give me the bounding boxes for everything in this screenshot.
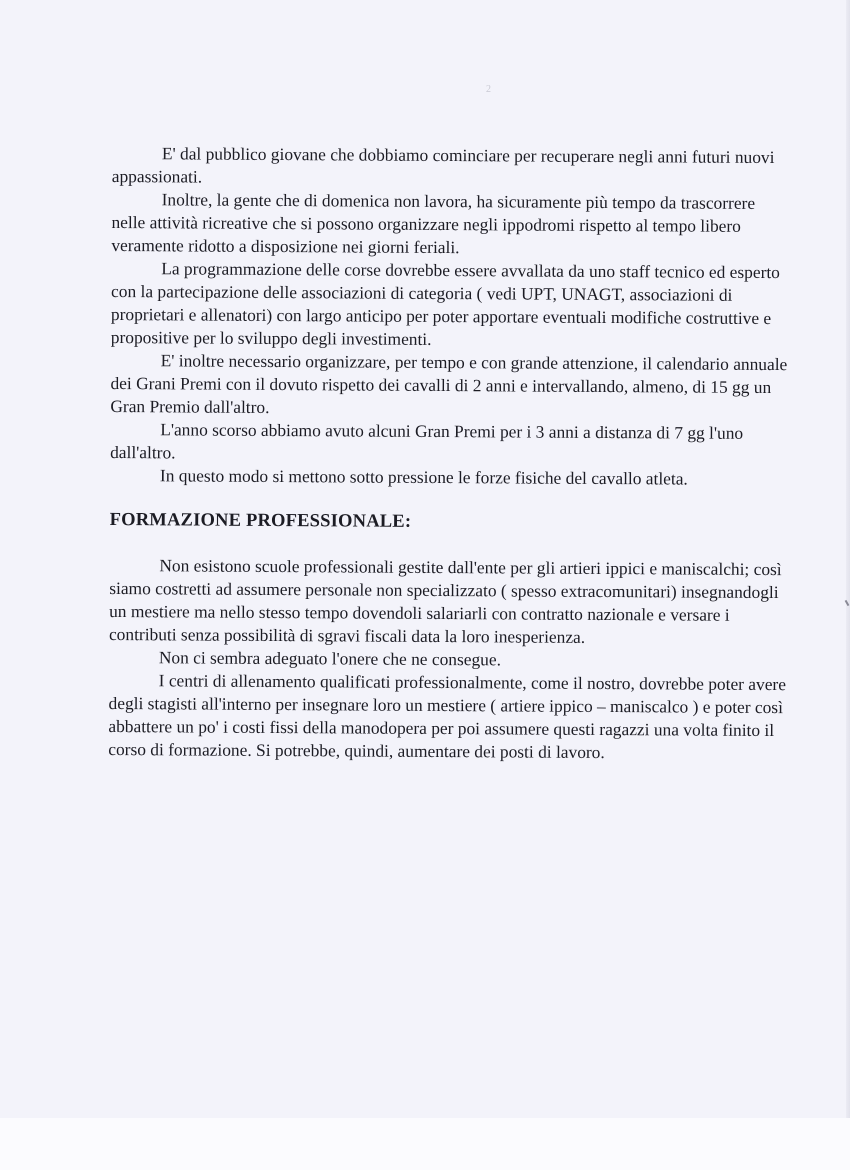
section-heading-professional-training: FORMAZIONE PROFESSIONALE:: [109, 509, 412, 532]
paragraph-race-programming: La programmazione delle corse dovrebbe essere avvallata da uno staff tecnico ed esperto con la partecipazione delle associazioni di categoria ( vedi UPT, UNAGT, associazioni di proprietari e allenatori) con largo anticipo per poter apportare eventuali modifiche costruttive e propositive per lo sviluppo degli investimenti.: [110, 258, 780, 349]
paragraph-training-centers: I centri di allenamento qualificati professionalmente, come il nostro, dovrebbe poter avere degli stagisti all'interno per insegnare loro un mestiere ( artiere ippico – maniscalco ) e poter così abbattere un po' i costi fissi della manodopera per poi assumere questi ragazzi una volta finito il corso di formazione. Si potrebbe, quindi, aumentare dei posti di lavoro.: [108, 670, 787, 763]
scan-bottom-margin: [0, 1118, 850, 1170]
page-edge-shadow: [846, 0, 850, 1118]
paragraph-sunday-leisure: Inoltre, la gente che di domenica non lavora, ha sicuramente più tempo da trascorrere nelle attività ricreative che si possono organizzare negli ippodromi rispetto al tempo libero veramente ridotto a disposizione nei giorni feriali.: [111, 189, 756, 258]
paragraph-grand-prix-calendar: E' inoltre necessario organizzare, per tempo e con grande attenzione, il calendario annuale dei Grani Premi con il dovuto rispetto dei cavalli di 2 anni e intervallando, almeno, di 15 gg un Gran Premio dall'altro.: [110, 350, 788, 417]
document-body: [108, 142, 792, 765]
paragraph-last-year: L'anno scorso abbiamo avuto alcuni Gran Premi per i 3 anni a distanza di 7 gg l'uno dall'altro.: [110, 419, 744, 463]
page-number: 2: [486, 84, 491, 95]
paragraph-young-audience: E' dal pubblico giovane che dobbiamo cominciare per recuperare negli anni futuri nuovi appassionati.: [111, 143, 775, 187]
paragraph-burden: Non ci sembra adeguato l'onere che ne consegue.: [158, 647, 502, 670]
paragraph-physical-pressure: In questo modo si mettono sotto pressione le forze fisiche del cavallo atleta.: [159, 465, 688, 489]
paragraph-no-schools: Non esistono scuole professionali gestite dall'ente per gli artieri ippici e maniscalchi; così siamo costretti ad assumere personale non specializzato ( spesso extracomunitari) insegnandogli un mestiere ma nello stesso tempo dovendoli salariarli con contratto nazionale e versare i contributi senza possibilità di sgravi fiscali data la loro inesperienza.: [108, 555, 782, 647]
